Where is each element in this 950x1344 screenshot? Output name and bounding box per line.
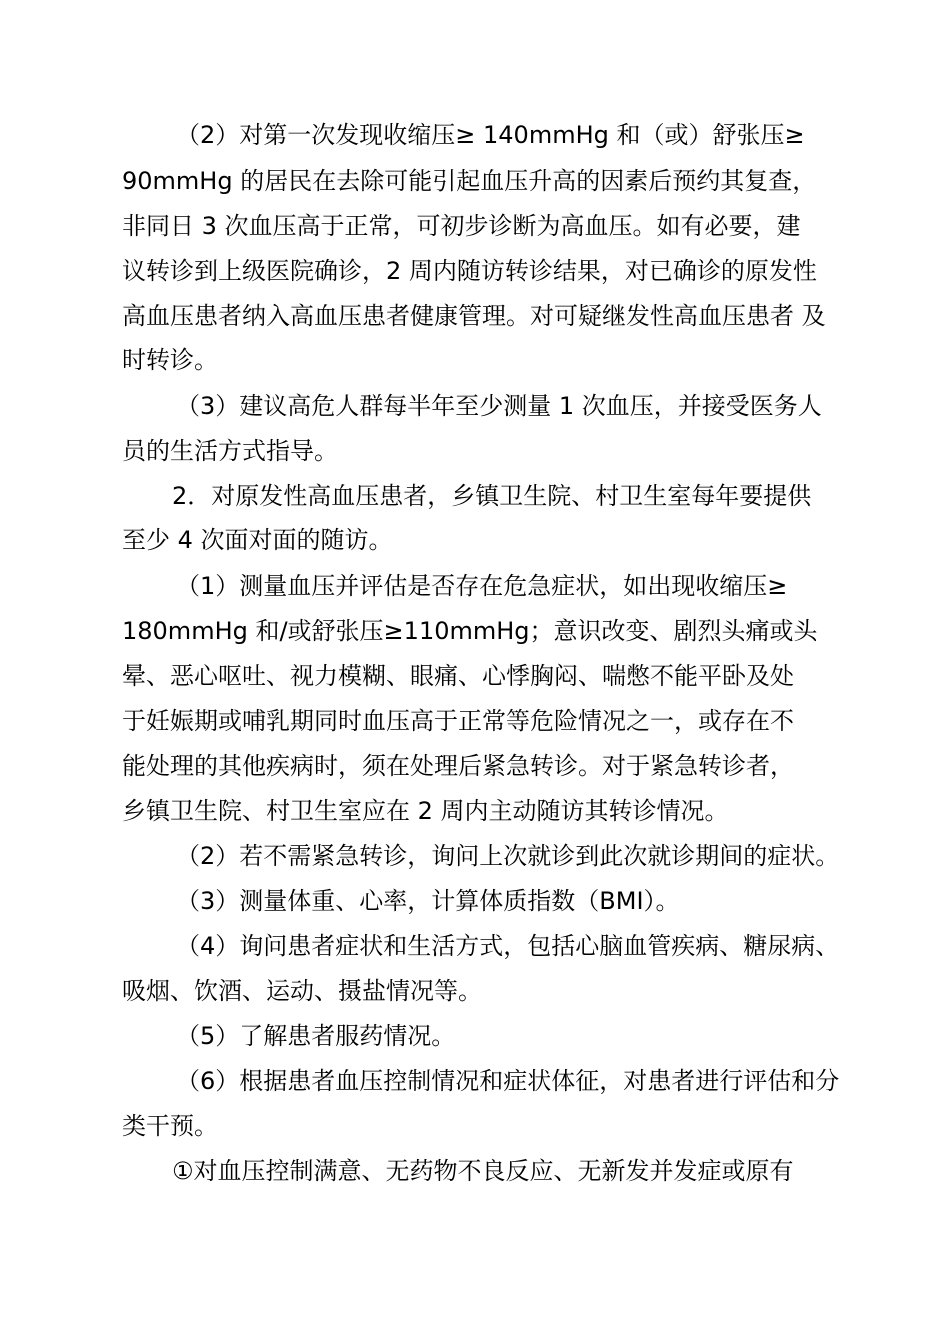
text-line: （5）了解患者服药情况。 xyxy=(176,1022,456,1050)
text-line: 时转诊。 xyxy=(122,346,218,374)
text-line: 晕、恶心呕吐、视力模糊、眼痛、心悸胸闷、喘憋不能平卧及处 xyxy=(122,662,794,690)
text-line: 吸烟、饮酒、运动、摄盐情况等。 xyxy=(122,977,482,1005)
text-line: 议转诊到上级医院确诊，2 周内随访转诊结果，对已确诊的原发性 xyxy=(122,257,817,285)
text-line: 180mmHg 和/或舒张压≥110mmHg；意识改变、剧烈头痛或头 xyxy=(122,617,818,645)
text-line: 于妊娠期或哺乳期同时血压高于正常等危险情况之一，或存在不 xyxy=(122,707,794,735)
text-line: （3）测量体重、心率，计算体质指数（BMI）。 xyxy=(176,887,680,915)
text-line: （3）建议高危人群每半年至少测量 1 次血压，并接受医务人 xyxy=(176,392,822,420)
text-line: （2）对第一次发现收缩压≥ 140mmHg 和（或）舒张压≥ xyxy=(176,121,805,149)
text-line: （2）若不需紧急转诊，询问上次就诊到此次就诊期间的症状。 xyxy=(176,842,840,870)
text-line: 至少 4 次面对面的随访。 xyxy=(122,526,393,554)
text-line: 乡镇卫生院、村卫生室应在 2 周内主动随访其转诊情况。 xyxy=(122,797,729,825)
text-line: 非同日 3 次血压高于正常，可初步诊断为高血压。如有必要，建 xyxy=(122,212,801,240)
text-line: 能处理的其他疾病时，须在处理后紧急转诊。对于紧急转诊者， xyxy=(122,752,794,780)
text-line: 员的生活方式指导。 xyxy=(122,437,338,465)
text-line: （1）测量血压并评估是否存在危急症状，如出现收缩压≥ xyxy=(176,572,788,600)
text-line: 90mmHg 的居民在去除可能引起血压升高的因素后预约其复查， xyxy=(122,167,817,195)
text-line: （6）根据患者血压控制情况和症状体征，对患者进行评估和分 xyxy=(176,1067,840,1095)
text-line: 类干预。 xyxy=(122,1112,218,1140)
text-line: 2．对原发性高血压患者，乡镇卫生院、村卫生室每年要提供 xyxy=(172,482,812,510)
text-line: （4）询问患者症状和生活方式，包括心脑血管疾病、糖尿病、 xyxy=(176,932,840,960)
text-line: 高血压患者纳入高血压患者健康管理。对可疑继发性高血压患者 及 xyxy=(122,302,826,330)
text-line: ①对血压控制满意、无药物不良反应、无新发并发症或原有 xyxy=(172,1157,794,1185)
